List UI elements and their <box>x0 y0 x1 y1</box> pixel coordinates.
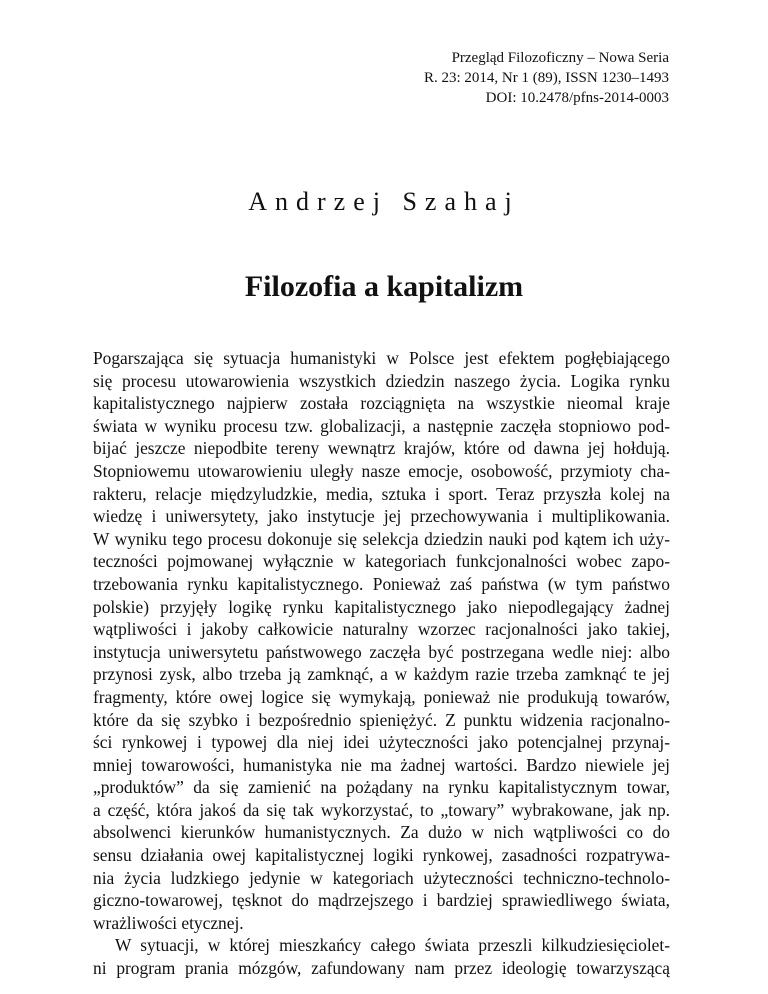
body-text-line: giczno-towarowej, tęsknot do mądrzejszego i bardziej sprawiedliwego świata, <box>93 890 670 911</box>
body-text-line: ści rynkowej i typowej dla niej idei użyteczności jako potencjalnej przynaj- <box>93 732 670 753</box>
body-text-line: ni program prania mózgów, zafundowany nam przez ideologię towarzyszącą <box>93 958 670 979</box>
body-text-line: W sytuacji, w której mieszkańcy całego świata przeszli kilkudziesięciolet- <box>115 935 670 956</box>
body-text-line: świata w wyniku procesu tzw. globalizacji, a następnie zaczęła stopniowo pod- <box>93 415 670 436</box>
article-author: Andrzej Szahaj <box>248 187 520 216</box>
body-text-line: polskie) przyjęły logikę rynku kapitalistycznego jako niepodlegający żadnej <box>93 596 670 617</box>
body-text-line: trzebowania rynku kapitalistycznego. Ponieważ zaś państwa (w tym państwo <box>93 573 670 594</box>
body-text-line: wątpliwości i jakoby całkowicie naturalny wzorzec racjonalności jako takiej, <box>93 619 670 640</box>
body-text-line: nia życia ludzkiego jedynie w kategoriach użyteczności techniczno-technolo- <box>93 867 670 888</box>
body-text-line: absolwenci kierunków humanistycznych. Za dużo w nich wątpliwości co do <box>93 822 670 843</box>
body-text-line: wiedzę i uniwersytety, jako instytucje jej przechowywania i multiplikowania. <box>93 506 670 527</box>
article-title: Filozofia a kapitalizm <box>244 270 524 303</box>
body-text-line: Stopniowemu utowarowieniu uległy nasze emocje, osobowość, przymioty cha- <box>93 460 670 481</box>
body-text-line: Pogarszająca się sytuacja humanistyki w Polsce jest efektem pogłębiającego <box>93 348 670 368</box>
body-text-line: fragmenty, które owej logice się wymykają, ponieważ nie produkują towarów, <box>93 686 670 707</box>
journal-header <box>424 48 669 108</box>
body-text-line: mniej towarowości, humanistyka nie ma żadnej wartości. Bardzo niewiele jej <box>93 754 670 775</box>
body-text-line: wrażliwości etycznej. <box>93 912 244 933</box>
body-text-line: kapitalistycznego najpierw została rozciągnięta na wszystkie nieomal kraje <box>93 393 670 414</box>
body-text-line: „produktów” da się zamienić na pożądany na rynku kapitalistycznym towar, <box>93 777 670 798</box>
body-text-line: rakteru, relacje międzyludzkie, media, sztuka i sport. Teraz przyszła kolej na <box>93 483 670 504</box>
body-text-line: a część, która jakoś da się tak wykorzystać, to „towary” wybrakowane, jak np. <box>93 799 670 820</box>
body-text-line: się procesu utowarowienia wszystkich dziedzin naszego życia. Logika rynku <box>93 370 670 391</box>
journal-doi: DOI: 10.2478/pfns-2014-0003 <box>485 90 669 106</box>
journal-name: Przegląd Filozoficzny – Nowa Seria <box>451 50 669 66</box>
body-text-line: instytucja uniwersytetu państwowego zaczęła być postrzegana wedle niej: albo <box>93 641 670 662</box>
body-text-line: W wyniku tego procesu dokonuje się selekcja dziedzin nauki pod kątem ich uży- <box>93 528 670 549</box>
body-text-line: bijać jeszcze niepodbite tereny wewnątrz krajów, które od dawna jej hołdują. <box>93 438 670 459</box>
journal-issue: R. 23: 2014, Nr 1 (89), ISSN 1230–1493 <box>423 70 669 86</box>
article-body <box>93 347 670 980</box>
body-text-line: które da się szybko i bezpośrednio spieniężyć. Z punktu widzenia racjonalno- <box>93 709 670 730</box>
body-text-line: przynosi zysk, albo trzeba ją zamknąć, a w każdym razie trzeba zamknąć te jej <box>93 664 670 685</box>
body-text-line: sensu działania owej kapitalistycznej logiki rynkowej, zasadności rozpatrywa- <box>93 845 670 866</box>
body-text-line: teczności pojmowanej wyłącznie w kategoriach funkcjonalności wobec zapo- <box>93 551 670 572</box>
